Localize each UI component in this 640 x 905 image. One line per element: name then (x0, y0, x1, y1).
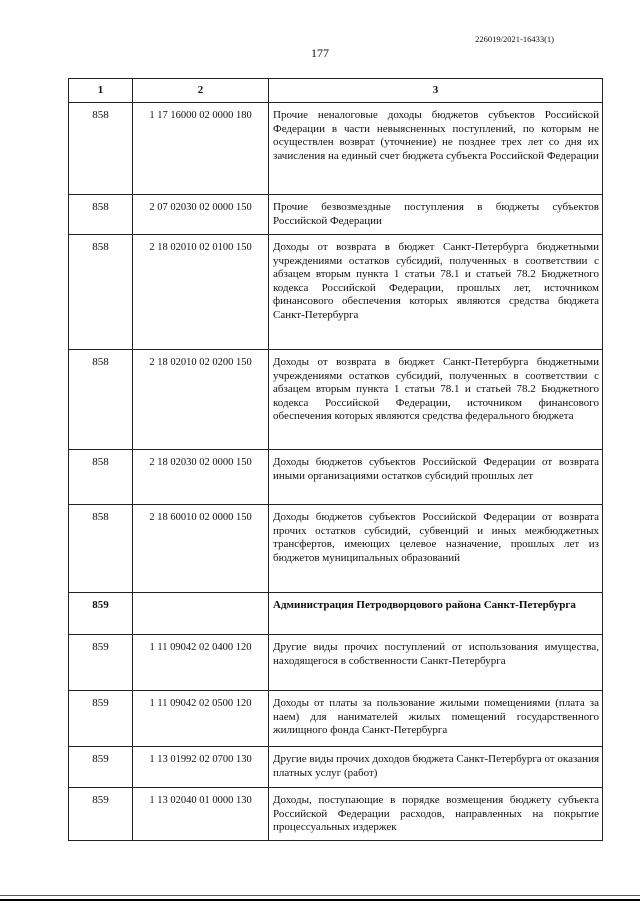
income-description: Доходы от платы за пользование жилыми помещениями (плата за наем) для нанимателей жилых помещений государственного жилищного фонда Санкт-Петербурга (269, 691, 603, 747)
admin-code: 858 (69, 505, 133, 593)
table-row (69, 788, 603, 841)
admin-code: 858 (69, 450, 133, 505)
income-description: Другие виды прочих поступлений от использования имущества, находящегося в собственности Санкт-Петербурга (269, 635, 603, 691)
column-header-2: 2 (133, 79, 269, 103)
table-header-row (69, 79, 603, 103)
budget-classification-code: 1 13 01992 02 0700 130 (133, 747, 269, 788)
income-description: Другие виды прочих доходов бюджета Санкт-Петербурга от оказания платных услуг (работ) (269, 747, 603, 788)
admin-code: 859 (69, 635, 133, 691)
income-description: Доходы от возврата в бюджет Санкт-Петербурга бюджетными учреждениями остатков субсидий, полученных в соответствии с абзацем вторым пункта 1 статьи 78.1 и статьей 78.2 Бюджетного кодекса Российской Федерации, прошлых лет, источником финансового обеспечения которых являются средства бюджета Санкт-Петербурга (269, 235, 603, 350)
admin-code: 859 (69, 593, 133, 635)
budget-classification-code: 1 17 16000 02 0000 180 (133, 103, 269, 195)
table-row (69, 103, 603, 195)
income-description: Доходы от возврата в бюджет Санкт-Петербурга бюджетными учреждениями остатков субсидий, полученных в соответствии с абзацем вторым пункта 1 статьи 78.1 и статьей 78.2 Бюджетного кодекса Российской Федерации, источником финансового обеспечения которых являются средства федерального бюджета (269, 350, 603, 450)
page-number: 177 (311, 46, 329, 60)
table-row (69, 195, 603, 235)
income-description: Прочие безвозмездные поступления в бюджеты субъектов Российской Федерации (269, 195, 603, 235)
income-description: Доходы бюджетов субъектов Российской Федерации от возврата прочих остатков субсидий, субвенций и иных межбюджетных трансфертов, имеющих целевое назначение, прошлых лет из бюджетов муниципальных образований (269, 505, 603, 593)
budget-classification-code: 1 11 09042 02 0400 120 (133, 635, 269, 691)
admin-code: 859 (69, 788, 133, 841)
table-row (69, 747, 603, 788)
administrator-heading-row (69, 593, 603, 635)
budget-classification-code: 2 18 02010 02 0100 150 (133, 235, 269, 350)
table-row (69, 235, 603, 350)
admin-code: 858 (69, 235, 133, 350)
budget-code-table (68, 78, 603, 841)
admin-code: 859 (69, 691, 133, 747)
budget-classification-code: 2 18 02030 02 0000 150 (133, 450, 269, 505)
scan-edge-line (0, 895, 640, 896)
admin-code: 858 (69, 350, 133, 450)
table-row (69, 635, 603, 691)
administrator-name: Администрация Петродворцового района Санкт-Петербурга (269, 593, 603, 635)
column-header-3: 3 (269, 79, 603, 103)
budget-classification-code: 1 11 09042 02 0500 120 (133, 691, 269, 747)
admin-code: 858 (69, 195, 133, 235)
admin-code: 858 (69, 103, 133, 195)
table-row (69, 450, 603, 505)
budget-classification-code (133, 593, 269, 635)
income-description: Прочие неналоговые доходы бюджетов субъектов Российской Федерации в части невыясненных поступлений, по которым не осуществлен возврат (уточнение) не позднее трех лет со дня их зачисления на единый счет бюджета субъекта Российской Федерации (269, 103, 603, 195)
column-header-1: 1 (69, 79, 133, 103)
scan-edge-line (0, 899, 640, 901)
income-description: Доходы, поступающие в порядке возмещения бюджету субъекта Российской Федерации расходов, направленных на покрытие процессуальных издержек (269, 788, 603, 841)
admin-code: 859 (69, 747, 133, 788)
budget-classification-code: 1 13 02040 01 0000 130 (133, 788, 269, 841)
budget-classification-code: 2 18 60010 02 0000 150 (133, 505, 269, 593)
document-id: 226019/2021-16433(1) (475, 34, 554, 44)
table-row (69, 350, 603, 450)
table-row (69, 505, 603, 593)
budget-classification-code: 2 18 02010 02 0200 150 (133, 350, 269, 450)
table-row (69, 691, 603, 747)
income-description: Доходы бюджетов субъектов Российской Федерации от возврата иными организациями остатков субсидий прошлых лет (269, 450, 603, 505)
budget-classification-code: 2 07 02030 02 0000 150 (133, 195, 269, 235)
